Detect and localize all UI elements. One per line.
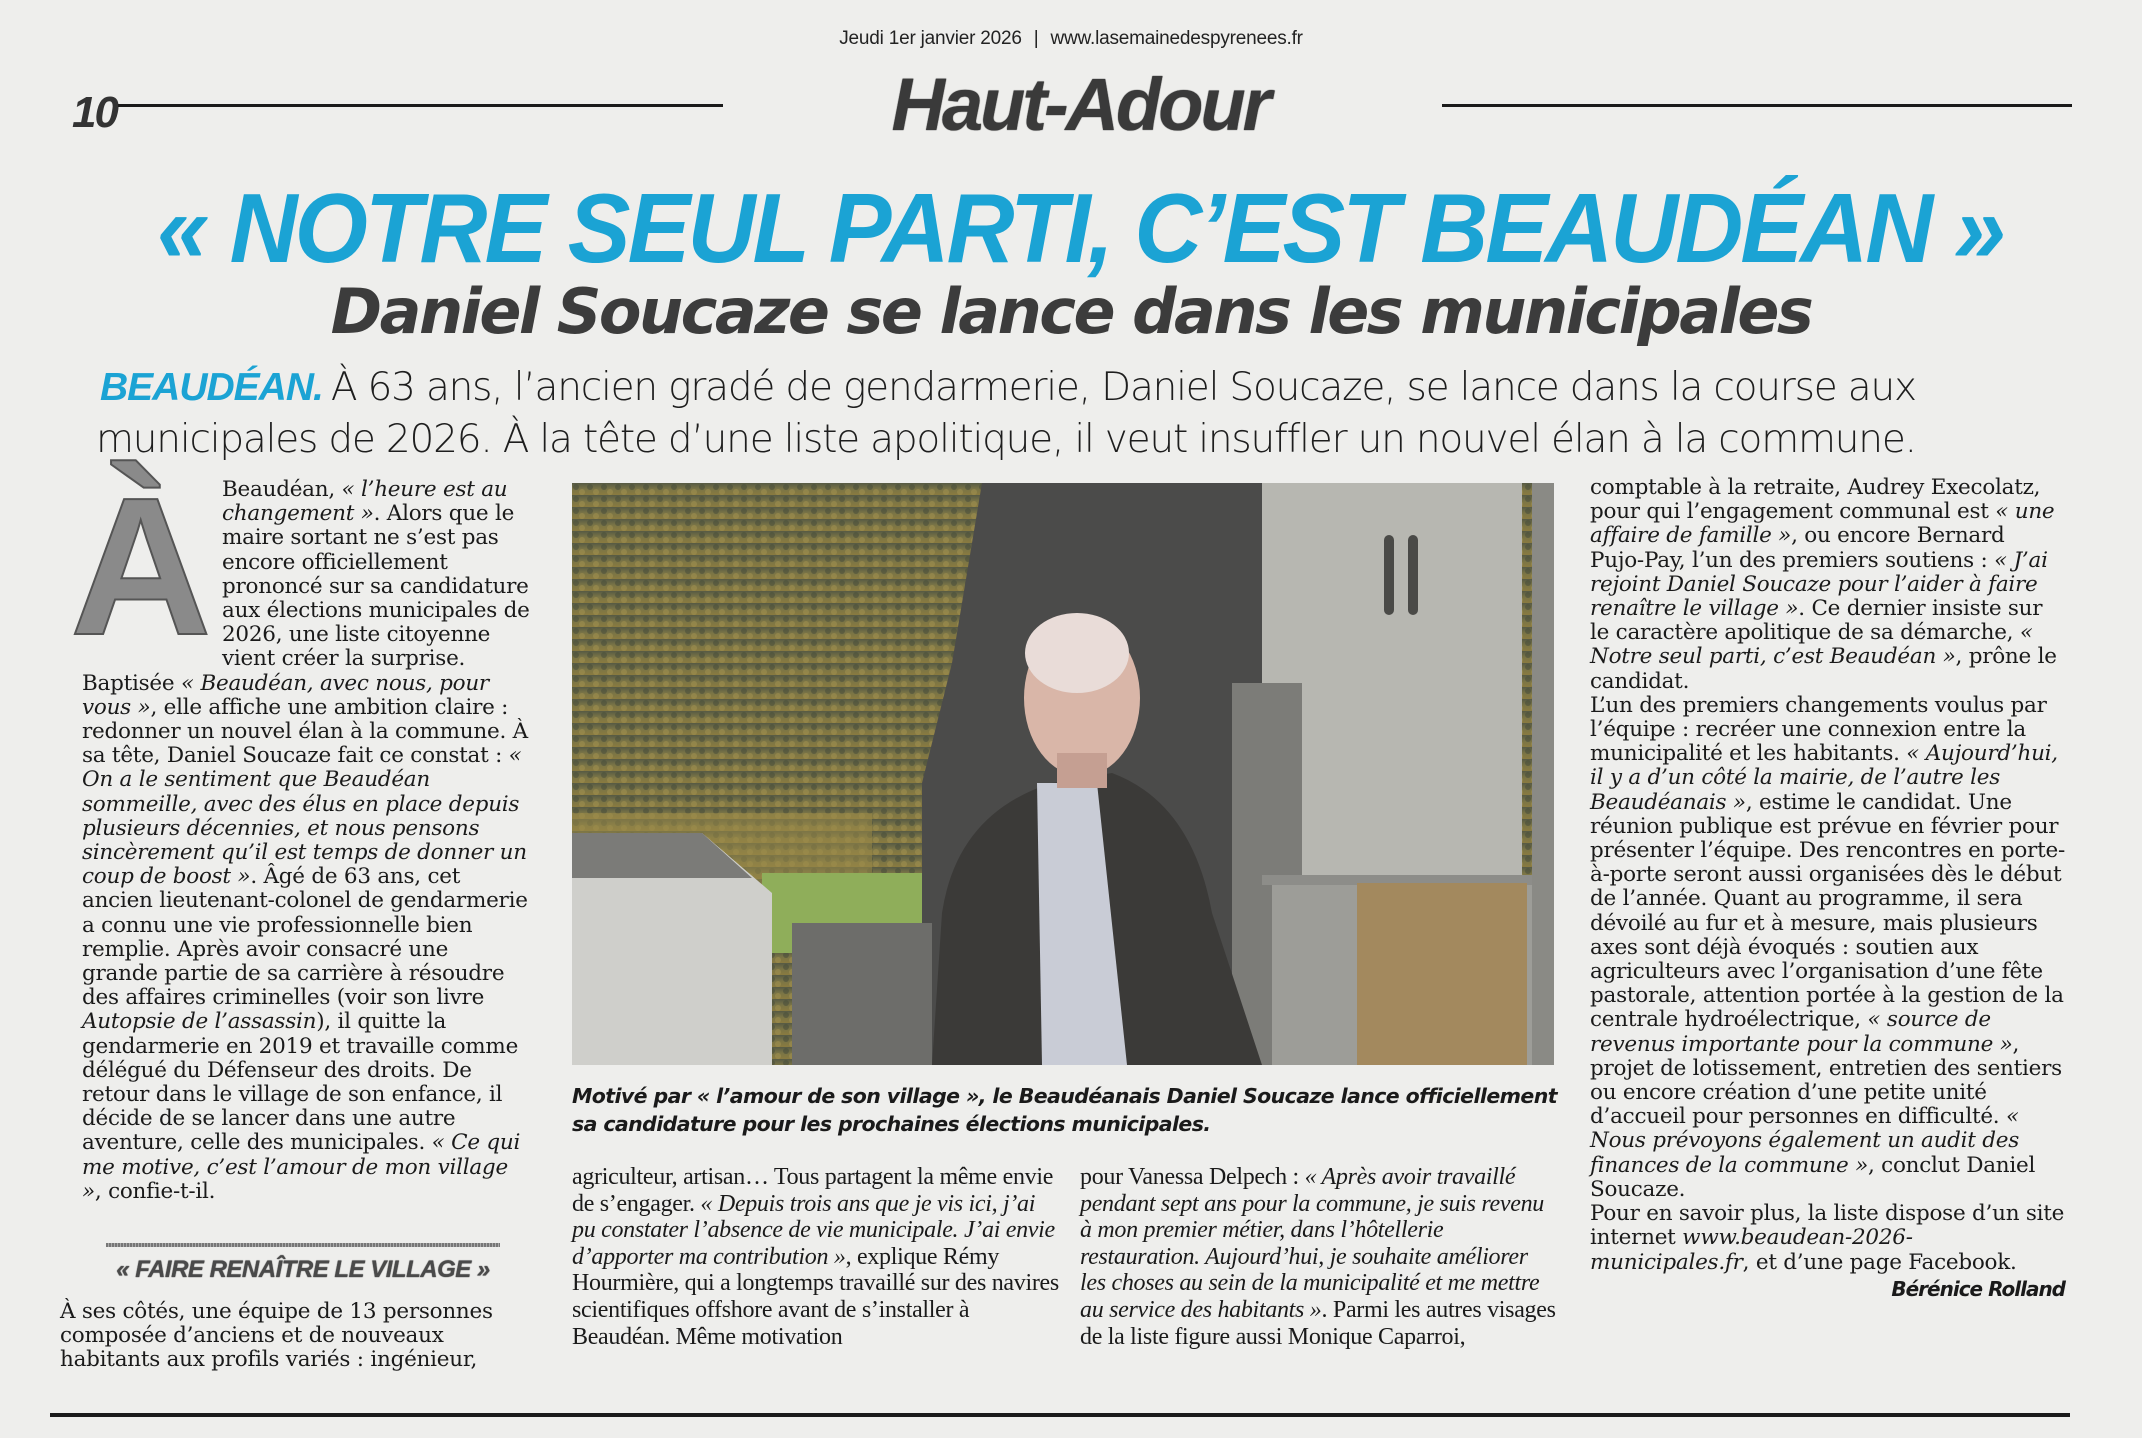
subhead: « FAIRE RENAÎTRE LE VILLAGE » (116, 1256, 490, 1283)
article-subtitle: Daniel Soucaze se lance dans les municipales (330, 275, 1812, 348)
text: . Ce dernier insiste sur le caractère apolitique de sa démarche, (1590, 596, 2043, 646)
dateline (0, 28, 2142, 50)
quote: « Depuis trois ans que je vis ici, j’ai pu constater l’absence de vie municipale. J’ai envie d’apporter ma contribution » (572, 1190, 1055, 1270)
text: comptable à la retraite, Audrey Execolatz, pour qui l’engagement communal est (1590, 475, 2041, 525)
article-column-1-continued (60, 1300, 530, 1373)
text: Pour en savoir plus, la liste dispose d’un site internet (1590, 1201, 2065, 1251)
text: pour Vanessa Delpech : (1080, 1164, 1305, 1190)
article-photo (572, 483, 1554, 1065)
section-title: Haut-Adour (891, 63, 1269, 146)
lead-text-line2: municipales de 2026. À la tête d’une liste apolitique, il veut insuffler un nouvel élan à la commune. (96, 417, 1916, 462)
text: L’un des premiers changements voulus par l’équipe : recréer une connexion entre la municipalité et les habitants. (1590, 692, 2047, 767)
text: , ou encore Bernard Pujo-Pay, l’un des premiers soutiens : (1590, 523, 2005, 573)
quote: « source de revenus importante pour la commune » (1590, 1007, 2013, 1057)
paragraph: À ses côtés, une équipe de 13 personnes composée d’anciens et de nouveaux habitants aux profils variés : ingénieur, (60, 1299, 493, 1373)
byline: Bérénice Rolland (1891, 1276, 2065, 1301)
quote: « Ce qui me motive, c’est l’amour de mon village » (82, 1130, 521, 1204)
paragraph (1080, 1164, 1558, 1350)
text: , et d’une page Facebook. (1742, 1249, 2017, 1275)
photo-caption: Motivé par « l’amour de son village », le Beaudéanais Daniel Soucaze lance officiellement sa candidature pour les prochaines élections municipales. (572, 1084, 1557, 1136)
article-column-2 (572, 1164, 1062, 1350)
quote: « Beaudéan, avec nous, pour vous » (82, 670, 489, 720)
text: ), il quitte la gendarmerie en 2019 et travaille comme délégué du Défenseur des droits. De retour dans le village de son enfance, il décide de se lancer dans une autre aventure, celle des municipales. (82, 1009, 519, 1156)
lead-text-line1: À 63 ans, l’ancien gradé de gendarmerie, Daniel Soucaze, se lance dans la course aux (330, 365, 1916, 410)
article-column-1 (70, 457, 530, 1204)
header-rule-left (118, 104, 723, 107)
quote: « Après avoir travaillé pendant sept ans pour la commune, je suis revenu à mon premier métier, dans l’hôtellerie restauration. Aujourd’hui, je souhaite améliorer les choses au sein de la municipalité et me mettre au service des habitants » (1080, 1164, 1544, 1323)
quote: « Notre seul parti, c’est Beaudéan » (1590, 620, 2033, 670)
paragraph (70, 457, 530, 1204)
article-headline: « NOTRE SEUL PARTI, C’EST BEAUDÉAN » (156, 173, 2004, 283)
text: , explique Rémy Hourmière, qui a longtemps travaillé sur des navires scientifiques offshore avant de s’installer à Beaudéan. Même motivation (572, 1243, 1059, 1350)
quote: « On a le sentiment que Beaudéan sommeille, avec des élus en place depuis plusieurs décennies, et nous pensons sincèrement qu’il est temps de donner un coup de boost » (82, 743, 527, 890)
text: , confie-t-il. (94, 1178, 216, 1204)
page-number: 10 (72, 88, 117, 137)
header-rule-right (1442, 104, 2072, 107)
article-column-3 (1080, 1164, 1558, 1350)
text: , projet de lotissement, entretien des sentiers ou encore création d’une petite unité d’accueil pour personnes en difficulté. (1590, 1031, 2062, 1130)
website-url[interactable]: www.beaudean-2026-municipales.fr (1590, 1225, 1913, 1275)
article-column-4 (1590, 476, 2065, 1301)
drop-cap: À (70, 457, 212, 676)
quote: « Nous prévoyons également un audit des finances de la commune » (1590, 1104, 2020, 1178)
paragraph (1590, 694, 2065, 1202)
subhead-rule (106, 1243, 500, 1247)
footer-rule (50, 1413, 2070, 1417)
text: . Alors que le maire sortant ne s’est pas encore officiellement prononcé sur sa candidature aux élections municipales de 2026, une liste citoyenne vient créer la surprise. Baptisée (82, 501, 530, 696)
quote: « une affaire de famille » (1590, 499, 2055, 549)
issue-date: Jeudi 1er janvier 2026 (839, 28, 1022, 49)
text: . Âgé de 63 ans, cet ancien lieutenant-colonel de gendarmerie a connu une vie professionnelle bien remplie. Après avoir consacré une grande partie de sa carrière à résoudre des affaires criminelles (voir son livre (82, 864, 528, 1011)
website-link[interactable]: www.lasemainedespyrenees.fr (1050, 28, 1303, 49)
lead-kicker: BEAUDÉAN. (100, 366, 323, 409)
text: Beaudéan, (222, 477, 342, 502)
paragraph (1590, 476, 2065, 694)
text: agriculteur, artisan… Tous partagent la même envie de s’engager. (572, 1164, 1054, 1217)
text: , prône le candidat. (1590, 644, 2057, 694)
portrait-photo-illustration (572, 483, 1554, 1065)
book-title: Autopsie de l’assassin (82, 1009, 317, 1035)
paragraph (572, 1164, 1062, 1350)
text: , elle affiche une ambition claire : redonner un nouvel élan à la commune. À sa tête, Daniel Soucaze fait ce constat : (82, 694, 528, 769)
article-lead (96, 362, 2060, 466)
quote: « Aujourd’hui, il y a d’un côté la mairie, de l’autre les Beaudéanais » (1590, 741, 2058, 815)
text: , estime le candidat. Une réunion publique est prévue en février pour présenter l’équipe. Des rencontres en porte-à-porte seront aussi organisées dès le début de l’année. Quant au programme, il sera dévoilé au fur et à mesure, mais plusieurs axes sont déjà évoqués : soutien aux agriculteurs avec l’organisation d’une fête pastorale, attention portée à la gestion de la centrale hydroélectrique, (1590, 789, 2065, 1033)
quote: « J’ai rejoint Daniel Soucaze pour l’aider à faire renaître le village » (1590, 547, 2048, 622)
text: . Parmi les autres visages de la liste figure aussi Monique Caparroi, (1080, 1296, 1556, 1350)
paragraph (1590, 1202, 2065, 1275)
quote: « l’heure est au changement » (222, 477, 508, 527)
text: , conclut Daniel Soucaze. (1590, 1152, 2036, 1202)
dateline-separator: | (1033, 28, 1039, 49)
